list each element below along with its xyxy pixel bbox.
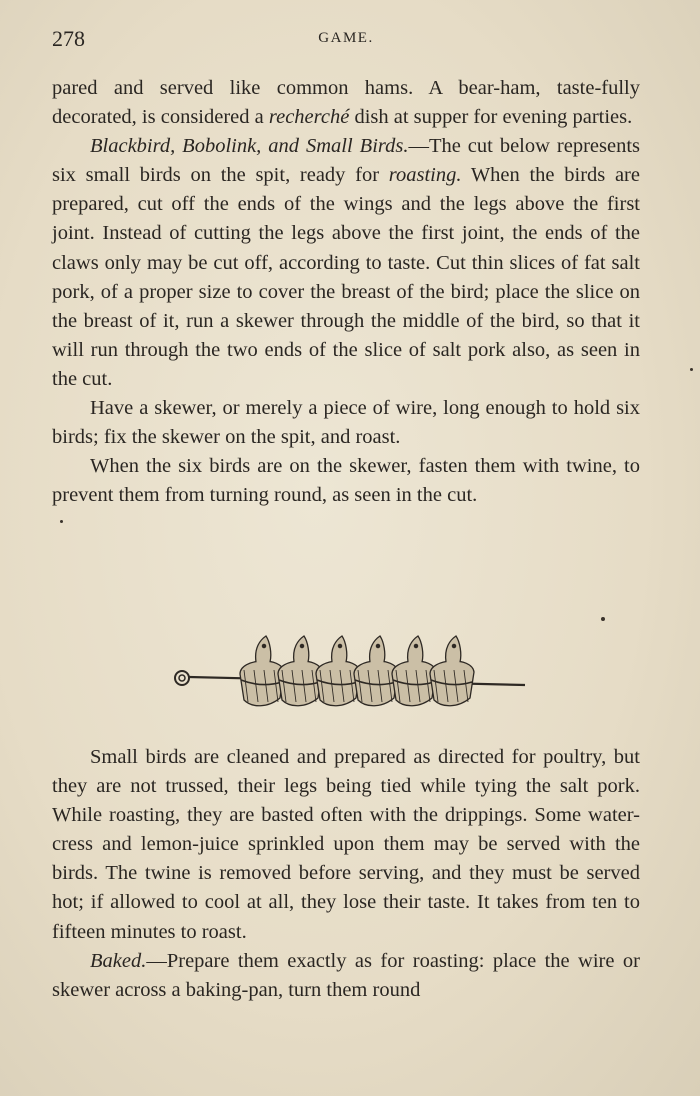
running-head: GAME. xyxy=(318,30,374,46)
text-block-bottom xyxy=(52,743,640,1005)
text-block-top xyxy=(52,74,640,510)
italic-text: recherché xyxy=(268,106,350,129)
paragraph-p3 xyxy=(52,394,640,452)
text-run: Small birds are cleaned and prepared as directed for poultry, but they are not trussed, their legs being tied while tying the salt pork. While roasting, they are basted often with the drippings. Some water-cress and lemon-juice sprinkled upon them may be served with the birds. The twine is removed before serving, and they must be served hot; if allowed to cool at all, they lose their taste. It takes from ten to fifteen minutes to roast. xyxy=(52,746,640,943)
text-run: dish at supper for evening parties. xyxy=(349,106,633,129)
paragraph-p1 xyxy=(52,74,640,132)
birds-group xyxy=(240,636,474,706)
bird xyxy=(430,636,474,706)
paper-speck xyxy=(60,520,63,523)
paper-speck xyxy=(690,368,693,371)
text-run: Have a skewer, or merely a piece of wire, long enough to hold six birds; fix the skewer on the spit, and roast. xyxy=(52,397,640,449)
skewered-birds-illustration xyxy=(160,628,530,718)
text-run: —The cut below represents six small birds on the spit, ready for xyxy=(52,135,640,187)
bird xyxy=(316,636,360,706)
italic-text: Baked. xyxy=(90,949,147,972)
text-run: —Prepare them exactly as for roasting: place the wire or skewer across a baking-pan, turn them round xyxy=(52,949,640,1001)
bird xyxy=(354,636,398,706)
italic-text: Blackbird, Bobolink, and Small Birds. xyxy=(90,135,409,158)
paragraph-p5 xyxy=(52,743,640,947)
page-number: 278 xyxy=(52,26,85,51)
text-run: pared and served like common hams. A bear-ham, taste-fully decorated, is considered a xyxy=(52,77,640,129)
italic-text: roasting. xyxy=(388,164,462,187)
page-header xyxy=(52,26,640,50)
text-run: When the birds are prepared, cut off the ends of the wings and the legs above the first joint. Instead of cutting the legs above the first joint, the ends of the claws only may be cut off, according to taste. Cut thin slices of fat salt pork, of a proper size to cover the breast of the bird; place the slice on the breast of it, run a skewer through the middle of the bird, so that it will run through the two ends of the slice of salt pork also, as seen in the cut. xyxy=(52,164,640,390)
bird xyxy=(240,636,284,706)
paragraph-p2 xyxy=(52,132,640,394)
bird xyxy=(278,636,322,706)
paragraph-p6 xyxy=(52,947,640,1005)
paper-speck xyxy=(601,617,605,621)
paragraph-p4 xyxy=(52,452,640,510)
bird xyxy=(392,636,436,706)
text-run: When the six birds are on the skewer, fasten them with twine, to prevent them from turning round, as seen in the cut. xyxy=(52,455,640,507)
